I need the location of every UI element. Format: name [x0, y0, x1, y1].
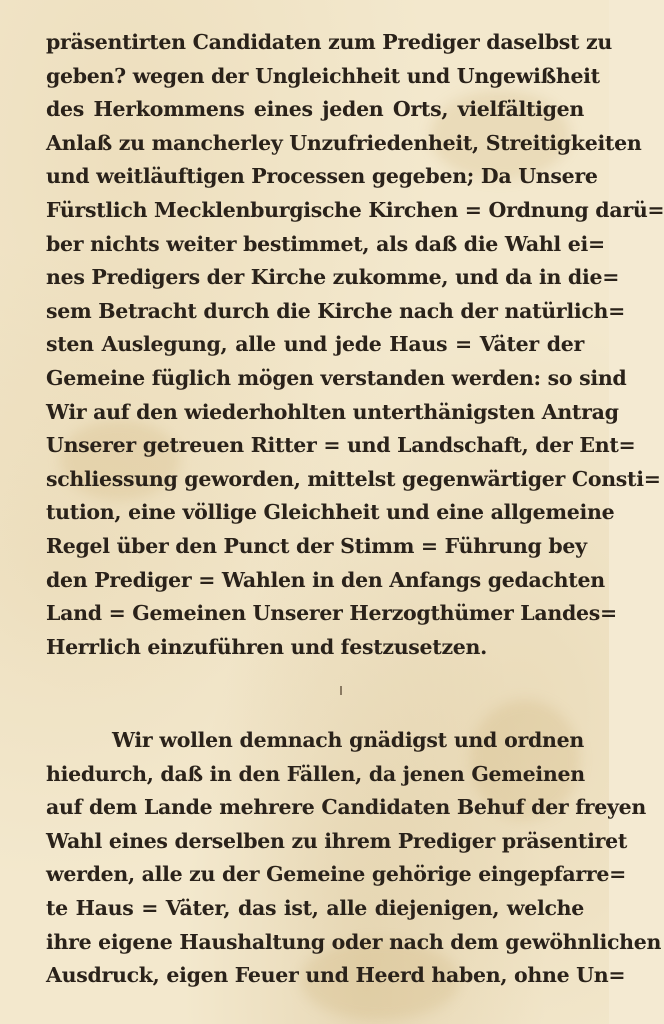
text-line: Fürstlich Mecklenburgische Kirchen = Ordnung darü=	[46, 197, 664, 222]
text-line: tution, eine völlige Gleichheit und eine allgemeine	[46, 500, 615, 525]
text-line: Regel über den Punct der Stimm = Führung bey	[46, 533, 587, 558]
text-line: Unserer getreuen Ritter = und Landschaft, der Ent=	[46, 433, 636, 458]
text-line: werden, alle zu der Gemeine gehörige eingepfarre=	[46, 862, 626, 887]
text-line: Wir wollen demnach gnädigst und ordnen	[112, 728, 584, 752]
text-line: Wir auf den wiederhohlten unterthänigsten Antrag	[46, 399, 619, 424]
text-line: sten Auslegung, alle und jede Haus = Väter der	[46, 332, 584, 357]
text-line: nes Predigers der Kirche zukomme, und da in die=	[46, 265, 620, 290]
text-line: des Herkommens eines jeden Orts, vielfältigen	[46, 97, 584, 122]
paragraph-1	[46, 26, 664, 664]
printer-mark	[340, 686, 342, 695]
text-line: Herrlich einzuführen und festzusetzen.	[46, 634, 487, 659]
text-line: schliessung geworden, mittelst gegenwärtiger Consti=	[46, 466, 661, 491]
paragraph-2	[46, 724, 662, 993]
text-line: Ausdruck, eigen Feuer und Heerd haben, ohne Un=	[46, 963, 626, 988]
text-line: auf dem Lande mehrere Candidaten Behuf der freyen	[46, 795, 646, 820]
text-line: Land = Gemeinen Unserer Herzogthümer Landes=	[46, 601, 617, 626]
text-line: sem Betracht durch die Kirche nach der natürlich=	[46, 298, 625, 323]
text-line: te Haus = Väter, das ist, alle diejenigen, welche	[46, 895, 584, 920]
text-line: hiedurch, daß in den Fällen, da jenen Gemeinen	[46, 761, 585, 786]
text-line: Gemeine füglich mögen verstanden werden: so sind	[46, 365, 627, 390]
text-line: ber nichts weiter bestimmet, als daß die Wahl ei=	[46, 231, 605, 256]
text-line: den Prediger = Wahlen in den Anfangs gedachten	[46, 567, 605, 592]
text-line: und weitläuftigen Processen gegeben; Da Unsere	[46, 164, 598, 189]
text-line: präsentirten Candidaten zum Prediger daselbst zu	[46, 30, 612, 54]
text-line: geben? wegen der Ungleichheit und Ungewißheit	[46, 63, 600, 88]
text-line: ihre eigene Haushaltung oder nach dem gewöhnlichen	[46, 929, 662, 954]
text-line: Anlaß zu mancherley Unzufriedenheit, Streitigkeiten	[46, 130, 642, 155]
text-line: Wahl eines derselben zu ihrem Prediger präsentiret	[46, 828, 627, 853]
